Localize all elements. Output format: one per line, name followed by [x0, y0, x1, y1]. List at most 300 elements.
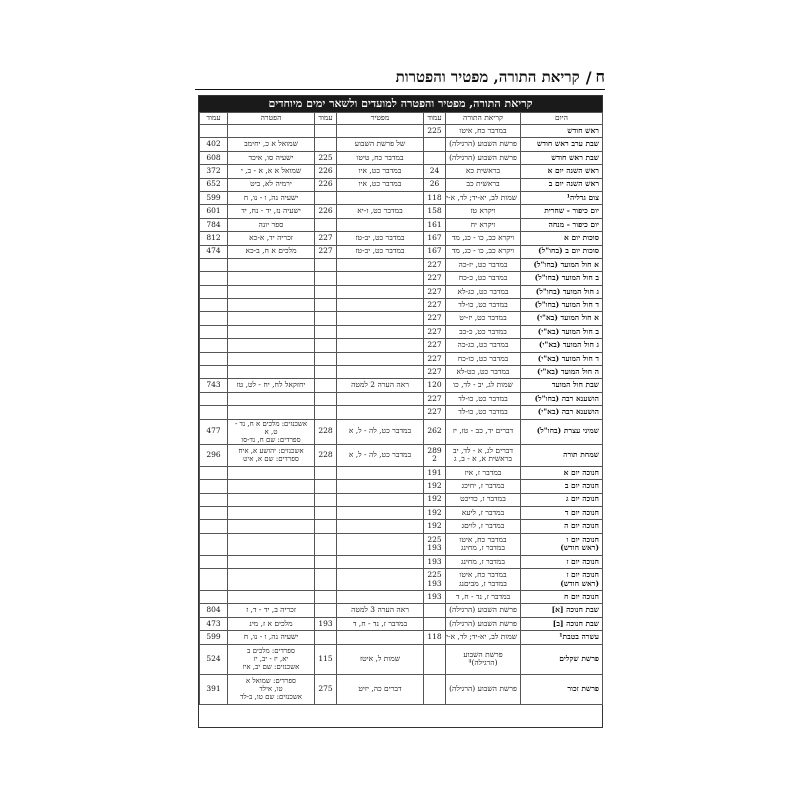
- cell-reading-page: 227: [424, 312, 446, 325]
- table-row: [200, 406, 603, 419]
- cell-reading-page: 192: [424, 493, 446, 506]
- cell-maftir: [337, 569, 424, 591]
- table-row: [200, 555, 603, 568]
- cell-maftir-page: [315, 366, 337, 379]
- cell-maftir: [337, 272, 424, 285]
- cell-haftarah: ספרדים: מלכים ב יא, יז - יב, יז אשכנזים: שם יב, איז: [228, 644, 315, 674]
- table-row: [200, 444, 603, 466]
- cell-maftir: [337, 406, 424, 419]
- cell-maftir: [337, 191, 424, 204]
- cell-reading-page: 225 193: [424, 533, 446, 555]
- cell-reading-page: 227: [424, 299, 446, 312]
- cell-haftarah-page: 524: [200, 644, 228, 674]
- cell-haftarah-page: [200, 125, 228, 138]
- cell-maftir-page: [315, 312, 337, 325]
- cell-reading: במדבר כט, כ-כב: [446, 325, 521, 338]
- cell-reading-page: 227: [424, 339, 446, 352]
- cell-haftarah: [228, 285, 315, 298]
- cell-day: ד חול המועד (בחו"ל): [521, 299, 603, 312]
- cell-maftir: [337, 325, 424, 338]
- cell-maftir: במדבר ז, נד - ח, ד: [337, 617, 424, 630]
- cell-reading-page: 225 193: [424, 569, 446, 591]
- cell-haftarah: [228, 258, 315, 271]
- cell-day: הושענא רבה (בחו"ל): [521, 392, 603, 405]
- table-row: [200, 506, 603, 519]
- cell-maftir: [337, 520, 424, 533]
- table-row: [200, 392, 603, 405]
- table-row: [200, 299, 603, 312]
- cell-reading-page: 225: [424, 125, 446, 138]
- cell-day: חנוכה יום ג: [521, 493, 603, 506]
- cell-haftarah-page: [200, 352, 228, 365]
- cell-day: חנוכה יום ב: [521, 480, 603, 493]
- header-separator: /: [585, 68, 592, 87]
- cell-reading: במדבר כח, איטו במדבר ז, מחינג: [446, 533, 521, 555]
- cell-maftir: ראה הערה 3 למטה: [337, 604, 424, 617]
- table-row: [200, 419, 603, 444]
- table-row: [200, 218, 603, 231]
- cell-maftir: [337, 533, 424, 555]
- cell-reading: פרשת השבוע (הרגילה): [446, 151, 521, 164]
- cell-haftarah-page: 599: [200, 191, 228, 204]
- cell-haftarah-page: 743: [200, 379, 228, 392]
- cell-haftarah-page: [200, 480, 228, 493]
- cell-reading: שמות לג, יב - לד, כו: [446, 379, 521, 392]
- cell-haftarah: [228, 591, 315, 604]
- cell-reading: ויקרא יח: [446, 218, 521, 231]
- cell-maftir-page: [315, 604, 337, 617]
- cell-maftir: ראה הערה 2 למטה: [337, 379, 424, 392]
- cell-reading-page: 227: [424, 285, 446, 298]
- cell-haftarah: אשכנזים: מלכים א ח, נד - ט, א ספרדים: שם ח, נד-סו: [228, 419, 315, 444]
- cell-maftir: [337, 366, 424, 379]
- cell-maftir: [337, 339, 424, 352]
- cell-day: חנוכה יום ז: [521, 555, 603, 568]
- cell-reading: פרשת השבוע (הרגילה): [446, 604, 521, 617]
- cell-reading: במדבר כט, כג-כה: [446, 339, 521, 352]
- cell-day: שבת חנוכה [א]: [521, 604, 603, 617]
- cell-day: שמיני עצרת (בחו"ל): [521, 419, 603, 444]
- cell-haftarah: [228, 506, 315, 519]
- cell-haftarah-page: 477: [200, 419, 228, 444]
- cell-reading-page: 262: [424, 419, 446, 444]
- cell-haftarah-page: [200, 520, 228, 533]
- cell-maftir: [337, 312, 424, 325]
- cell-reading: דברים יד, כב - טז, יז: [446, 419, 521, 444]
- cell-maftir: [337, 591, 424, 604]
- cell-maftir: [337, 493, 424, 506]
- cell-haftarah-page: 608: [200, 151, 228, 164]
- cell-reading: במדבר כט, יז-כה: [446, 258, 521, 271]
- cell-reading: במדבר ז, ליעא: [446, 506, 521, 519]
- cell-haftarah-page: 402: [200, 138, 228, 151]
- col-header-haftarah: הפטרה: [228, 113, 315, 125]
- cell-maftir: [337, 285, 424, 298]
- cell-day: ב חול המועד (בחו"ל): [521, 272, 603, 285]
- cell-haftarah: [228, 480, 315, 493]
- table-row: [200, 591, 603, 604]
- cell-haftarah: [228, 366, 315, 379]
- cell-haftarah: [228, 125, 315, 138]
- table-row: [200, 258, 603, 271]
- table-row: [200, 178, 603, 191]
- cell-haftarah-page: 784: [200, 218, 228, 231]
- cell-maftir-page: [315, 379, 337, 392]
- cell-haftarah: [228, 406, 315, 419]
- table-row: [200, 604, 603, 617]
- table-row: [200, 617, 603, 630]
- cell-day: א חול המועד (בא"י): [521, 312, 603, 325]
- cell-haftarah-page: 391: [200, 674, 228, 704]
- cell-reading-page: 227: [424, 325, 446, 338]
- cell-haftarah: יחזקאל לח, יח - לט, טז: [228, 379, 315, 392]
- cell-reading-page: 227: [424, 258, 446, 271]
- cell-reading-page: [424, 617, 446, 630]
- cell-reading: פרשת השבוע (הרגילה): [446, 674, 521, 704]
- table-title: קריאת התורה, מפטיר והפטרה למועדים ולשאר ימים מיוחדים: [199, 96, 602, 112]
- cell-reading: בראשית כא: [446, 165, 521, 178]
- cell-haftarah-page: 474: [200, 245, 228, 258]
- cell-reading: דברים לג, א - לד, יב בראשית א, א - ב, ג: [446, 444, 521, 466]
- page-letter: ח: [595, 67, 605, 86]
- cell-maftir: [337, 125, 424, 138]
- cell-haftarah-page: [200, 392, 228, 405]
- cell-reading: במדבר כט, כו-כח: [446, 352, 521, 365]
- cell-maftir: במדבר כט, לה - ל, א: [337, 419, 424, 444]
- cell-day: חנוכה יום ד: [521, 506, 603, 519]
- cell-reading: במדבר ז, מחינג: [446, 555, 521, 568]
- table-row: [200, 151, 603, 164]
- cell-reading: במדבר כט, כו-לד: [446, 406, 521, 419]
- cell-haftarah-page: [200, 493, 228, 506]
- cell-reading-page: 167: [424, 245, 446, 258]
- cell-maftir-page: [315, 352, 337, 365]
- table-row: [200, 165, 603, 178]
- cell-haftarah: [228, 339, 315, 352]
- cell-haftarah-page: [200, 285, 228, 298]
- table-row: [200, 232, 603, 245]
- table-row: [200, 339, 603, 352]
- cell-reading: במדבר כח, איטו במדבר ז, מביםנג: [446, 569, 521, 591]
- cell-maftir-page: [315, 191, 337, 204]
- cell-maftir-page: [315, 218, 337, 231]
- cell-reading: שמות לב, יא-יד; לד, א-י: [446, 631, 521, 644]
- cell-day: ראש חודש: [521, 125, 603, 138]
- cell-reading: פרשת השבוע (הרגילה)⁴: [446, 644, 521, 674]
- cell-haftarah: [228, 555, 315, 568]
- cell-haftarah: ישעיה נז, יד - נח, יד: [228, 205, 315, 218]
- cell-day: ג חול המועד (בא"י): [521, 339, 603, 352]
- cell-reading: פרשת השבוע (הרגילה): [446, 138, 521, 151]
- cell-day: שבת ראש חודש: [521, 151, 603, 164]
- cell-haftarah-page: [200, 272, 228, 285]
- cell-reading-page: 24: [424, 165, 446, 178]
- cell-day: ראש השנה יום א: [521, 165, 603, 178]
- cell-maftir: [337, 506, 424, 519]
- cell-reading-page: [424, 674, 446, 704]
- cell-reading-page: 192: [424, 480, 446, 493]
- cell-reading: במדבר ז, יחיכג: [446, 480, 521, 493]
- cell-maftir: במדבר כט, איו: [337, 165, 424, 178]
- cell-reading: במדבר כח, איטו: [446, 125, 521, 138]
- cell-day: א חול המועד (בחו"ל): [521, 258, 603, 271]
- cell-maftir: במדבר כח, טיטו: [337, 151, 424, 164]
- cell-day: יום כיפור - שחרית: [521, 205, 603, 218]
- table-body: [200, 125, 603, 705]
- table-row: [200, 352, 603, 365]
- cell-haftarah: מלכים א ח, ב-כא: [228, 245, 315, 258]
- cell-day: שבת חנוכה [ב]: [521, 617, 603, 630]
- cell-haftarah-page: 599: [200, 631, 228, 644]
- cell-haftarah-page: 372: [200, 165, 228, 178]
- cell-haftarah-page: 812: [200, 232, 228, 245]
- cell-haftarah: [228, 312, 315, 325]
- cell-maftir-page: [315, 591, 337, 604]
- cell-reading: במדבר כט, כו-לד: [446, 392, 521, 405]
- cell-maftir-page: [315, 299, 337, 312]
- cell-day: ראש השנה יום ב: [521, 178, 603, 191]
- cell-reading-page: [424, 644, 446, 674]
- cell-reading-page: [424, 604, 446, 617]
- table-row: [200, 191, 603, 204]
- cell-reading-page: 227: [424, 366, 446, 379]
- cell-maftir-page: [315, 406, 337, 419]
- cell-reading-page: 192: [424, 520, 446, 533]
- cell-haftarah-page: [200, 325, 228, 338]
- cell-reading-page: [424, 151, 446, 164]
- table-row: [200, 631, 603, 644]
- cell-day: חנוכה יום א: [521, 466, 603, 479]
- cell-maftir-page: [315, 631, 337, 644]
- table-header-row: [200, 113, 603, 125]
- cell-reading-page: [424, 138, 446, 151]
- cell-maftir-page: [315, 555, 337, 568]
- cell-maftir-page: 115: [315, 644, 337, 674]
- cell-maftir-page: [315, 533, 337, 555]
- col-header-day: היום: [521, 113, 603, 125]
- cell-haftarah-page: [200, 366, 228, 379]
- cell-reading-page: 26: [424, 178, 446, 191]
- table-row: [200, 325, 603, 338]
- cell-day: שבת חול המועד: [521, 379, 603, 392]
- cell-reading: במדבר כט, כט-לא: [446, 366, 521, 379]
- cell-reading-page: 227: [424, 392, 446, 405]
- cell-haftarah-page: [200, 466, 228, 479]
- cell-reading: במדבר כט, כג-לא: [446, 285, 521, 298]
- cell-maftir-page: 227: [315, 245, 337, 258]
- cell-reading: שמות לב, יא-יד; לד, א-י: [446, 191, 521, 204]
- table-row: [200, 644, 603, 674]
- cell-haftarah: [228, 352, 315, 365]
- cell-maftir: במדבר כט, יב-טז: [337, 245, 424, 258]
- cell-reading: ויקרא כב, כו - כג, מד: [446, 232, 521, 245]
- col-header-maftir-page: עמוד: [315, 113, 337, 125]
- cell-haftarah-page: 804: [200, 604, 228, 617]
- cell-haftarah: שמואל א כ, יחימב: [228, 138, 315, 151]
- cell-reading: בראשית כב: [446, 178, 521, 191]
- cell-haftarah-page: [200, 569, 228, 591]
- cell-reading-page: 193: [424, 555, 446, 568]
- cell-day: הושענא רבה (בא"י): [521, 406, 603, 419]
- cell-haftarah: ספרדים: שמואל א טו, אילד אשכנזים: שם טו, ב-לד: [228, 674, 315, 704]
- cell-day: חנוכה יום ז (ראש חודש): [521, 569, 603, 591]
- cell-day: ד חול המועד (בא"י): [521, 352, 603, 365]
- cell-day: ג חול המועד (בחו"ל): [521, 285, 603, 298]
- table-row: [200, 493, 603, 506]
- cell-haftarah-page: 473: [200, 617, 228, 630]
- header-rule: [195, 89, 605, 90]
- page-header: [195, 65, 605, 87]
- table-row: [200, 312, 603, 325]
- table-row: [200, 285, 603, 298]
- col-header-maftir: מפטיר: [337, 113, 424, 125]
- cell-haftarah-page: 601: [200, 205, 228, 218]
- cell-day: ב חול המועד (בא"י): [521, 325, 603, 338]
- cell-maftir-page: 275: [315, 674, 337, 704]
- cell-haftarah-page: [200, 312, 228, 325]
- cell-haftarah: [228, 299, 315, 312]
- cell-day: חנוכה יום ו (ראש חודש): [521, 533, 603, 555]
- cell-maftir-page: 227: [315, 232, 337, 245]
- cell-maftir-page: [315, 272, 337, 285]
- cell-reading-page: 289 2: [424, 444, 446, 466]
- cell-maftir-page: [315, 506, 337, 519]
- table-row: [200, 379, 603, 392]
- cell-haftarah: [228, 533, 315, 555]
- cell-maftir-page: 225: [315, 151, 337, 164]
- cell-maftir: [337, 218, 424, 231]
- cell-maftir: [337, 392, 424, 405]
- table-row: [200, 466, 603, 479]
- table-row: [200, 245, 603, 258]
- cell-reading: במדבר כט, כ-כח: [446, 272, 521, 285]
- cell-maftir: [337, 352, 424, 365]
- table-row: [200, 674, 603, 704]
- cell-day: צום גדליה¹: [521, 191, 603, 204]
- cell-reading-page: 227: [424, 272, 446, 285]
- cell-haftarah-page: [200, 533, 228, 555]
- cell-reading-page: 118: [424, 191, 446, 204]
- cell-haftarah: ירמיה לא, ביט: [228, 178, 315, 191]
- cell-haftarah: [228, 392, 315, 405]
- cell-maftir: במדבר כט, ז-יא: [337, 205, 424, 218]
- cell-haftarah-page: 296: [200, 444, 228, 466]
- cell-reading-page: 191: [424, 466, 446, 479]
- col-header-reading-page: עמוד: [424, 113, 446, 125]
- table-row: [200, 138, 603, 151]
- cell-maftir-page: 226: [315, 178, 337, 191]
- cell-maftir-page: [315, 466, 337, 479]
- table-row: [200, 205, 603, 218]
- cell-maftir: במדבר כט, איו: [337, 178, 424, 191]
- cell-haftarah: [228, 569, 315, 591]
- cell-haftarah-page: 652: [200, 178, 228, 191]
- cell-maftir-page: 193: [315, 617, 337, 630]
- cell-maftir-page: [315, 258, 337, 271]
- cell-haftarah-page: [200, 506, 228, 519]
- cell-maftir-page: 226: [315, 205, 337, 218]
- cell-haftarah-page: [200, 258, 228, 271]
- cell-reading: ויקרא כב, כו - כג, מד: [446, 245, 521, 258]
- cell-reading-page: 167: [424, 232, 446, 245]
- cell-haftarah: שמואל א א, א - ב, י: [228, 165, 315, 178]
- table-row: [200, 533, 603, 555]
- cell-reading-page: 193: [424, 591, 446, 604]
- cell-maftir-page: [315, 480, 337, 493]
- col-header-reading: קריאת התורה: [446, 113, 521, 125]
- cell-maftir: של פרשת השבוע: [337, 138, 424, 151]
- cell-maftir-page: [315, 325, 337, 338]
- table-row: [200, 520, 603, 533]
- cell-reading: במדבר ז, נד - ח, ד: [446, 591, 521, 604]
- table-row: [200, 569, 603, 591]
- cell-reading-page: 120: [424, 379, 446, 392]
- cell-maftir-page: 228: [315, 444, 337, 466]
- col-header-haftarah-page: עמוד: [200, 113, 228, 125]
- cell-haftarah: [228, 493, 315, 506]
- cell-maftir: [337, 631, 424, 644]
- cell-reading: במדבר כט, יז-יט: [446, 312, 521, 325]
- cell-haftarah: [228, 325, 315, 338]
- cell-maftir-page: [315, 125, 337, 138]
- cell-reading-page: 118: [424, 631, 446, 644]
- cell-haftarah: ספר יונה: [228, 218, 315, 231]
- cell-maftir: דברים כה, יזיט: [337, 674, 424, 704]
- cell-reading: פרשת השבוע (הרגילה): [446, 617, 521, 630]
- cell-maftir: במדבר כט, יב-טז: [337, 232, 424, 245]
- cell-maftir-page: 228: [315, 419, 337, 444]
- cell-haftarah-page: [200, 339, 228, 352]
- cell-maftir: שמות ל, איטז: [337, 644, 424, 674]
- cell-haftarah: ישעיה נה, ו - נו, ח: [228, 631, 315, 644]
- cell-maftir-page: [315, 285, 337, 298]
- cell-day: פרשת זכור: [521, 674, 603, 704]
- cell-day: סוכות יום א: [521, 232, 603, 245]
- cell-maftir: [337, 555, 424, 568]
- cell-maftir-page: [315, 493, 337, 506]
- page-title: קריאת התורה, מפטיר והפטרות: [395, 68, 580, 86]
- cell-haftarah-page: [200, 299, 228, 312]
- cell-reading: במדבר כט, כו-לד: [446, 299, 521, 312]
- cell-day: עשרה בטבת¹: [521, 631, 603, 644]
- table-row: [200, 480, 603, 493]
- cell-haftarah: אשכנזים: יהושע א, איח ספרדים: שם א, איט: [228, 444, 315, 466]
- cell-haftarah: ישעיה נה, ו - נו, ח: [228, 191, 315, 204]
- cell-maftir: במדבר כט, לה - ל, א: [337, 444, 424, 466]
- cell-reading-page: 161: [424, 218, 446, 231]
- cell-day: פרשת שקלים: [521, 644, 603, 674]
- holiday-readings-table: [198, 95, 603, 728]
- cell-reading: במדבר ז, לויםג: [446, 520, 521, 533]
- cell-haftarah: זכריה יד, א-כא: [228, 232, 315, 245]
- table-row: [200, 366, 603, 379]
- cell-reading-page: 227: [424, 352, 446, 365]
- cell-haftarah: [228, 466, 315, 479]
- cell-maftir: [337, 480, 424, 493]
- cell-reading: במדבר ז, איז: [446, 466, 521, 479]
- cell-day: ה חול המועד (בא"י): [521, 366, 603, 379]
- cell-maftir-page: [315, 569, 337, 591]
- cell-day: סוכות יום ב (בחו"ל): [521, 245, 603, 258]
- cell-maftir-page: 226: [315, 165, 337, 178]
- cell-reading: ויקרא טז: [446, 205, 521, 218]
- cell-maftir-page: [315, 520, 337, 533]
- cell-day: שמחת תורה: [521, 444, 603, 466]
- cell-haftarah-page: [200, 406, 228, 419]
- cell-haftarah: [228, 272, 315, 285]
- cell-haftarah: זכריה ב, יד - ד, ז: [228, 604, 315, 617]
- cell-reading-page: 158: [424, 205, 446, 218]
